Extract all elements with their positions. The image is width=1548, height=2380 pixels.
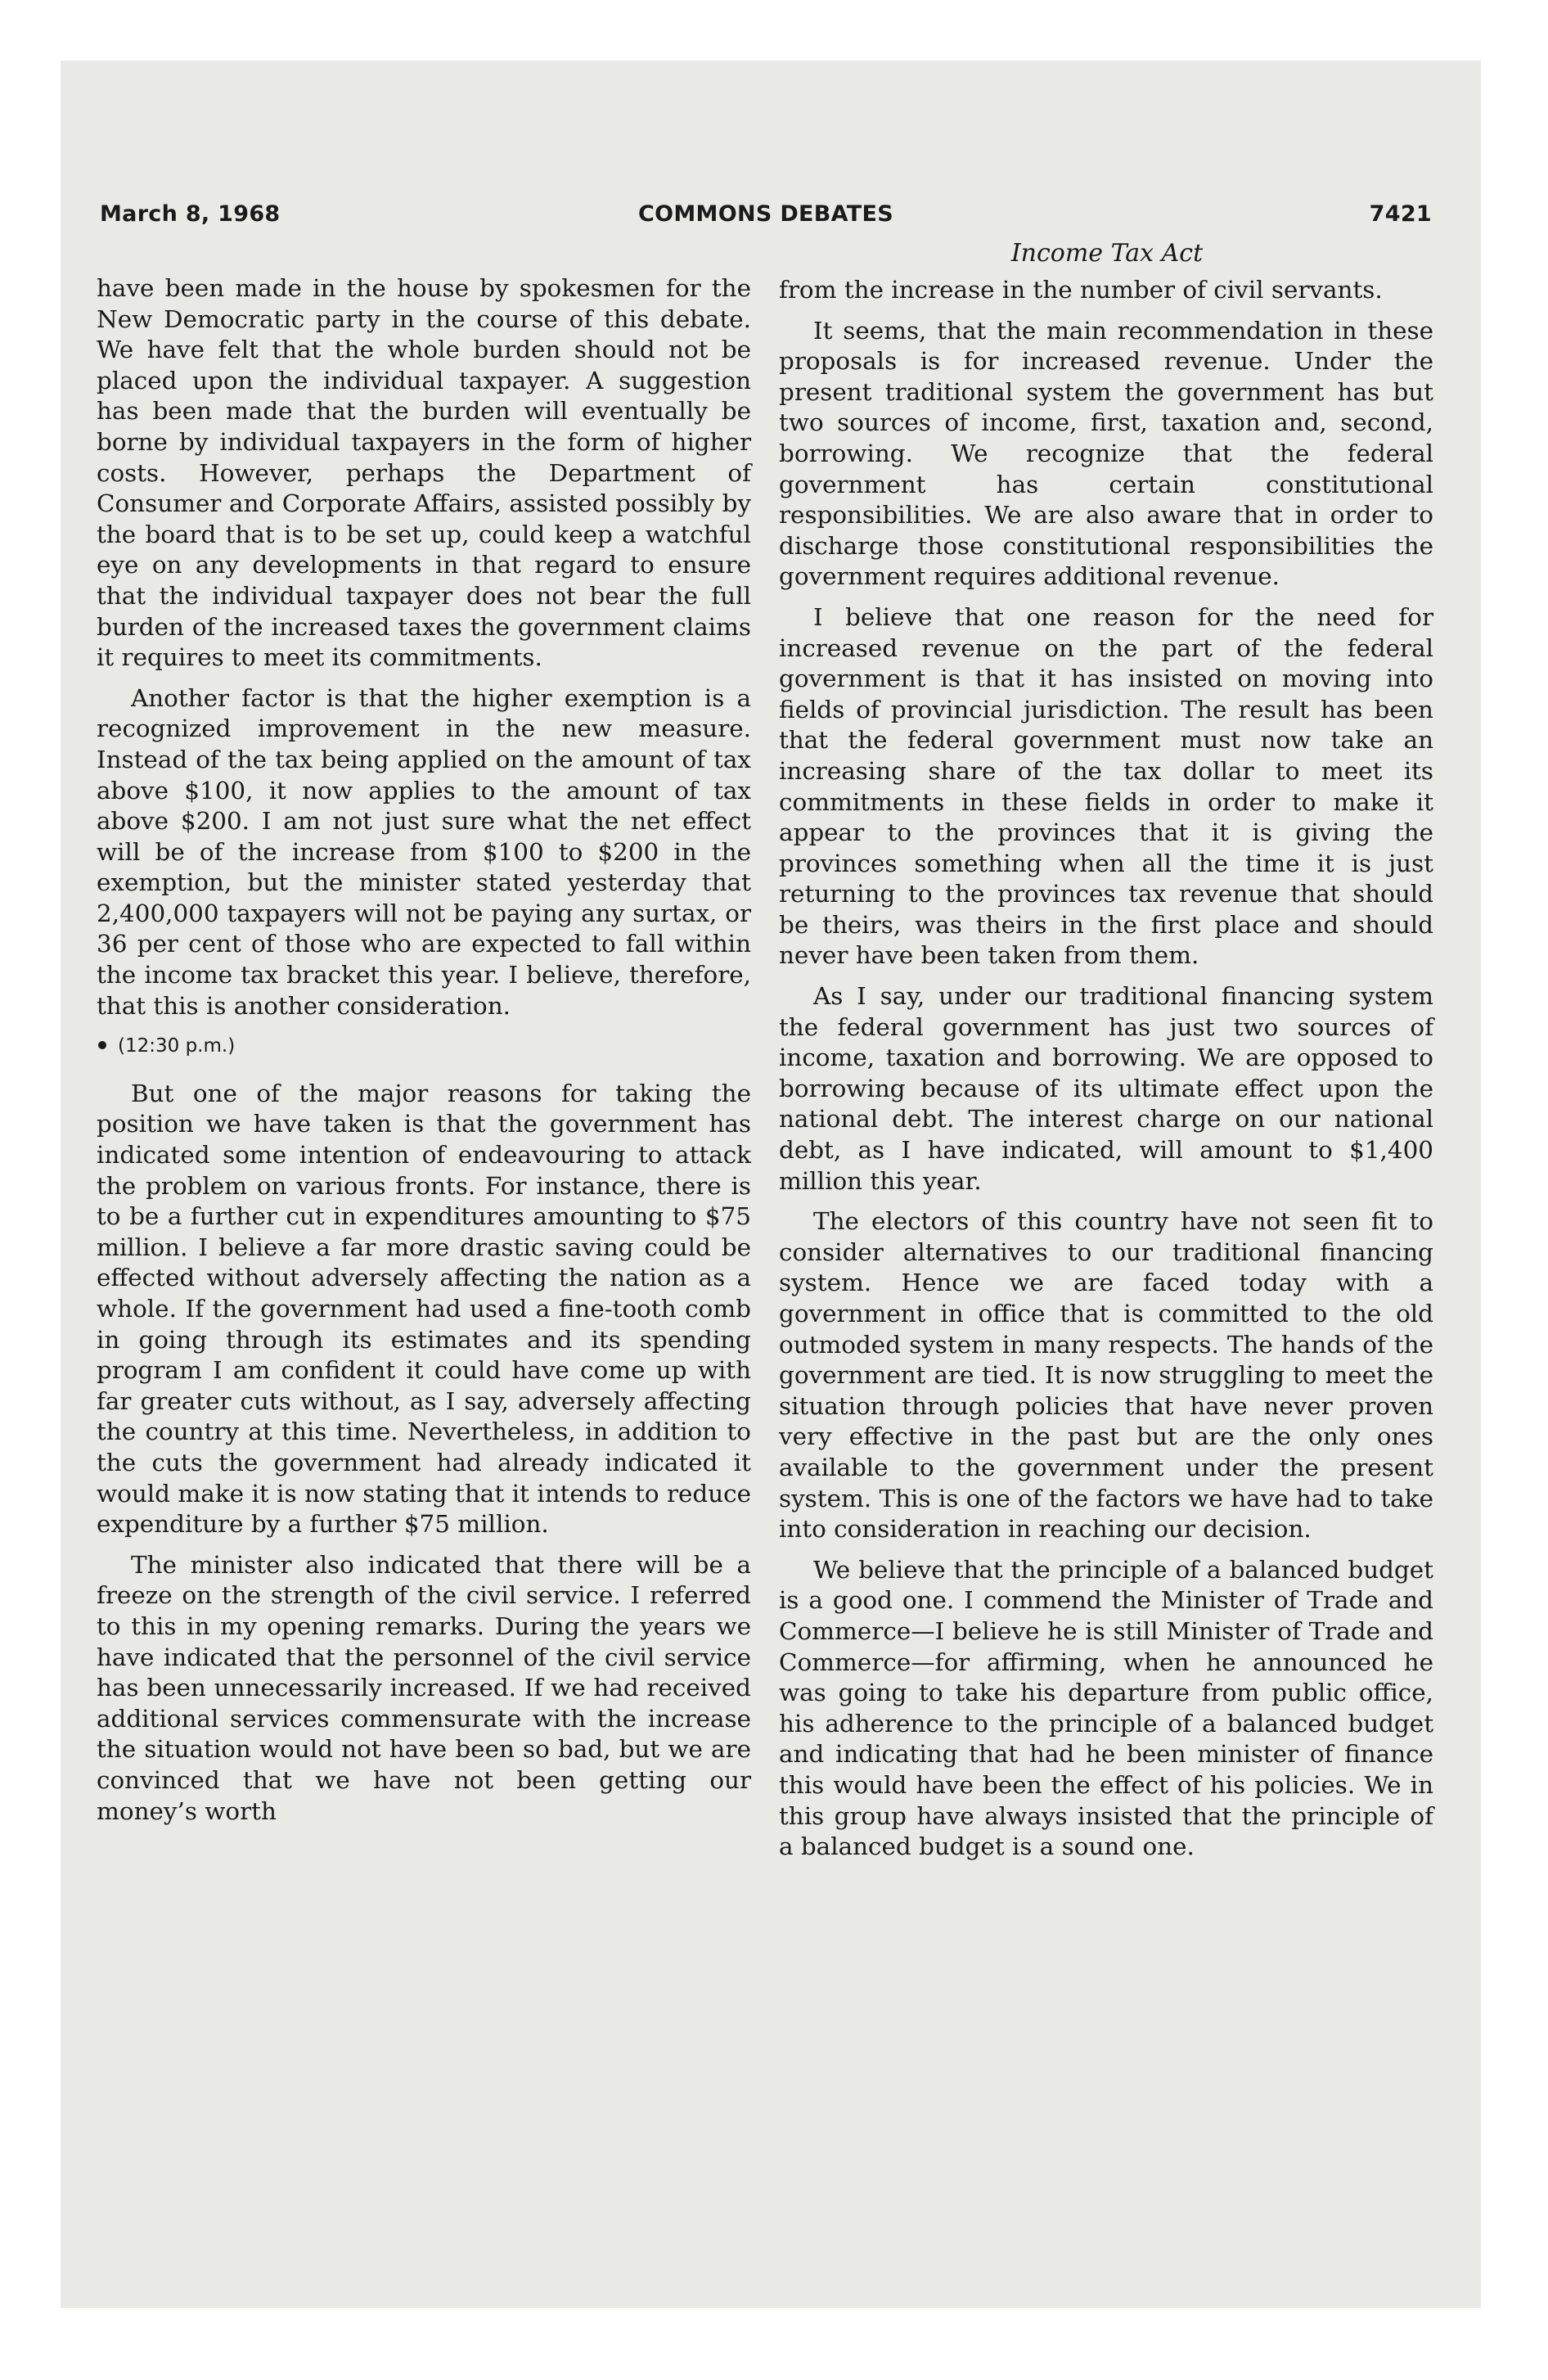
paragraph: The electors of this country have not seen fit to consider alternatives to our traditional financing system. Hence we are faced today with a government in office that is committed to the old outmoded system in many respects. The hands of the government are tied. It is now struggling to meet the situation through policies that have never proven very effective in the past but are the only ones available to the government under the present system. This is one of the factors we have had to take into consideration in reaching our decision.: [779, 1207, 1433, 1544]
paragraph: have been made in the house by spokesmen for the New Democratic party in the course of this debate. We have felt that the whole burden should not be placed upon the individual taxpayer. A suggestion has been made that the burden will eventually be borne by individual taxpayers in the form of higher costs. However, perhaps the Department of Consumer and Corporate Affairs, assisted possibly by the board that is to be set up, could keep a watchful eye on any developments in that regard to ensure that the individual taxpayer does not bear the full burden of the increased taxes the government claims it requires to meet its commitments.: [97, 274, 751, 672]
time-marker-text: (12:30 p.m.): [118, 1035, 236, 1057]
paragraph: I believe that one reason for the need for increased revenue on the part of the federal government is that it has insisted on moving into fields of provincial jurisdiction. The result has been that the federal government must now take an increasing share of the tax dollar to meet its commitments in these fields in order to make it appear to the provinces that it is giving the provinces something when all the time it is just returning to the provinces tax revenue that should be theirs, was theirs in the first place and should never have been taken from them.: [779, 602, 1433, 970]
time-marker: [97, 1031, 751, 1062]
header-publication: COMMONS DEBATES: [638, 201, 893, 227]
paragraph: It seems, that the main recommendation in these proposals is for increased revenue. Under the present traditional system the government has but two sources of income, first, taxation and, second, borrowing. We recognize that the federal government has certain constitutional responsibilities. We are also aware that in order to discharge those constitutional responsibilities the government requires additional revenue.: [779, 316, 1433, 591]
section-title: Income Tax Act: [1010, 239, 1204, 268]
paragraph: The minister also indicated that there will be a freeze on the strength of the civil service. I referred to this in my opening remarks. During the years we have indicated that the personnel of the civil service has been unnecessarily increased. If we had received additional services commensurate with the increase the situation would not have been so bad, but we are convinced that we have not been getting our money’s worth: [97, 1550, 751, 1825]
header-page-number: 7421: [1369, 201, 1432, 227]
paragraph: But one of the major reasons for taking the position we have taken is that the government has indicated some intention of endeavouring to attack the problem on various fronts. For instance, there is to be a further cut in expenditures amounting to $75 million. I believe a far more drastic saving could be effected without adversely affecting the nation as a whole. If the government had used a fine-tooth comb in going through its estimates and its spending program I am confident it could have come up with far greater cuts without, as I say, adversely affecting the country at this time. Nevertheless, in addition to the cuts the government had already indicated it would make it is now stating that it intends to reduce expenditure by a further $75 million.: [97, 1079, 751, 1539]
right-column: [779, 275, 1433, 1873]
left-column: [97, 273, 751, 1837]
paragraph: As I say, under our traditional financing system the federal government has just two sources of income, taxation and borrowing. We are opposed to borrowing because of its ultimate effect upon the national debt. The interest charge on our national debt, as I have indicated, will amount to $1,400 million this year.: [779, 982, 1433, 1195]
paragraph: Another factor is that the higher exemption is a recognized improvement in the new measure. Instead of the tax being applied on the amount of tax above $100, it now applies to the amount of tax above $200. I am not just sure what the net effect will be of the increase from $100 to $200 in the exemption, but the minister stated yesterday that 2,400,000 taxpayers will not be paying any surtax, or 36 per cent of those who are expected to fall within the income tax bracket this year. I believe, therefore, that this is another consideration.: [97, 683, 751, 1020]
header-date: March 8, 1968: [100, 201, 281, 227]
page-header: [100, 201, 1432, 234]
paragraph: from the increase in the number of civil servants.: [779, 276, 1383, 304]
bullet-icon: [98, 1041, 106, 1049]
paragraph: We believe that the principle of a balanced budget is a good one. I commend the Minister of Trade and Commerce—I believe he is still Minister of Trade and Commerce—for affirming, when he announced he was going to take his departure from public office, his adherence to the principle of a balanced budget and indicating that had he been minister of finance this would have been the effect of his policies. We in this group have always insisted that the principle of a balanced budget is a sound one.: [779, 1555, 1433, 1861]
